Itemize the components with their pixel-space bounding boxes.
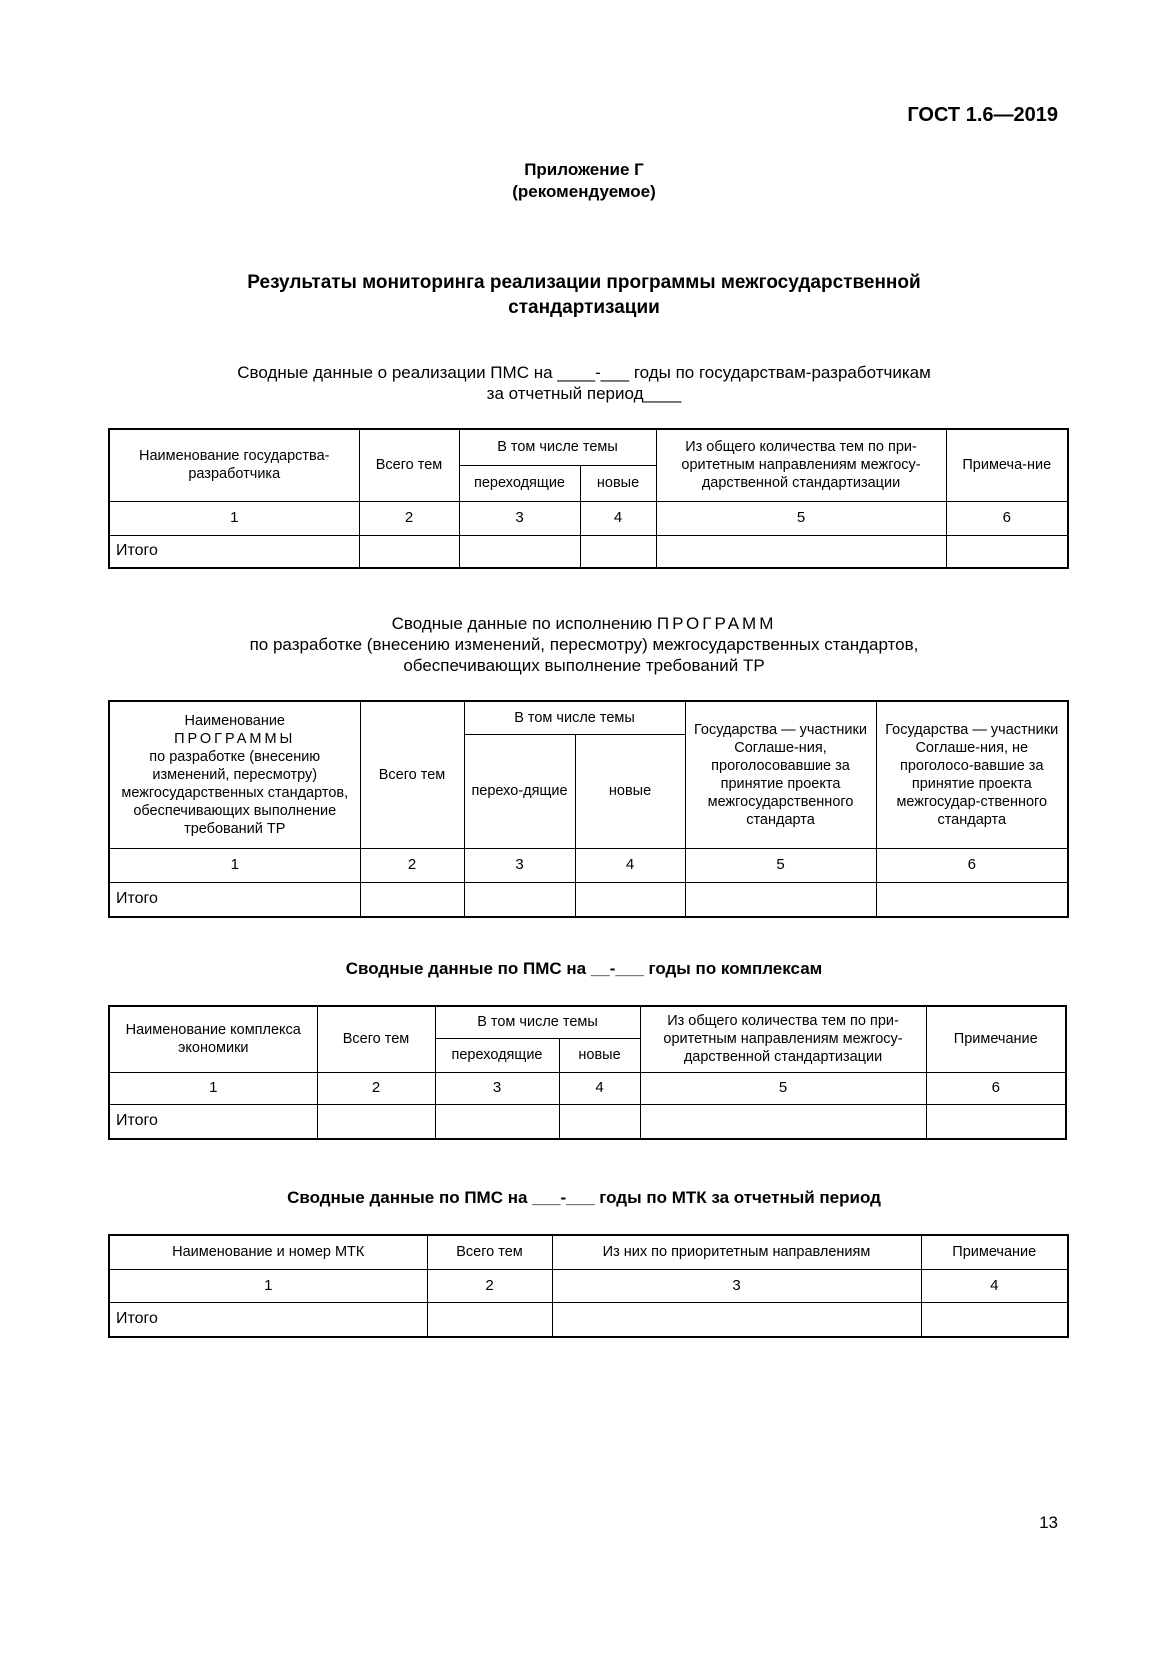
column-number: 3 [459, 501, 580, 535]
col-header-total: Всего тем [317, 1006, 435, 1072]
table-cell [435, 1104, 559, 1139]
document-code: ГОСТ 1.6—2019 [907, 104, 1058, 126]
column-number: 2 [360, 848, 464, 882]
col-header-program: Наименование ПРОГРАММЫ по разработке (внесению изменений, пересмотру) межгосударственных стандартов, обеспечивающих выполнение требований ТР [109, 701, 360, 848]
col-header-not-voted: Государства — участники Соглаше-ния, не проголосо-вавшие за принятие проекта межгосудар-ственного стандарта [876, 701, 1068, 848]
total-row-label: Итого [109, 1302, 427, 1337]
column-number: 5 [640, 1072, 926, 1104]
page-number: 13 [1039, 1513, 1058, 1532]
col-header-note: Примечание [926, 1006, 1066, 1072]
table2-caption-line1: Сводные данные по исполнению [391, 614, 653, 633]
column-number: 3 [464, 848, 575, 882]
column-number: 2 [427, 1269, 552, 1302]
table2-caption-line2: по разработке (внесению изменений, пересмотру) межгосударственных стандартов, [249, 635, 919, 654]
column-number: 5 [685, 848, 876, 882]
table1-caption-line1: Сводные данные о реализации ПМС на ____-___ годы по государствам-разработчикам [237, 363, 931, 382]
col-header-transitional: переходящие [459, 465, 580, 501]
col-header-transitional: переходящие [435, 1038, 559, 1072]
main-title [0, 270, 1168, 320]
column-number: 1 [109, 501, 359, 535]
col-header-complex: Наименование комплекса экономики [109, 1006, 317, 1072]
table-cell [876, 882, 1068, 917]
table-cell [317, 1104, 435, 1139]
table1-caption [0, 362, 1168, 404]
col-header-voted: Государства — участники Соглаше-ния, проголосовавшие за принятие проекта межгосударственного стандарта [685, 701, 876, 848]
column-number: 6 [946, 501, 1068, 535]
col-header-including: В том числе темы [459, 429, 656, 465]
table1 [108, 428, 1069, 569]
column-number: 2 [359, 501, 459, 535]
col-header-new: новые [580, 465, 656, 501]
col-header-total: Всего тем [427, 1235, 552, 1269]
total-row-label: Итого [109, 882, 360, 917]
table-cell [580, 535, 656, 568]
appendix-heading [0, 159, 1168, 203]
table2-caption-programs: ПРОГРАММ [656, 614, 777, 633]
table4 [108, 1234, 1069, 1338]
table-cell [575, 882, 685, 917]
main-title-line1: Результаты мониторинга реализации программы межгосударственной [247, 272, 921, 293]
column-number: 6 [876, 848, 1068, 882]
table3-caption: Сводные данные по ПМС на __-___ годы по комплексам [345, 959, 823, 978]
col-header-priority: Из них по приоритетным направлениям [552, 1235, 921, 1269]
col-header-including: В том числе темы [435, 1006, 640, 1038]
column-number: 4 [559, 1072, 640, 1104]
appendix-subtitle: (рекомендуемое) [512, 182, 656, 201]
table-cell [640, 1104, 926, 1139]
table-cell [459, 535, 580, 568]
table-cell [926, 1104, 1066, 1139]
column-number: 5 [656, 501, 946, 535]
total-row-label: Итого [109, 535, 359, 568]
col-header-priority: Из общего количества тем по при-оритетным направлениям межгосу-дарственной стандартизации [656, 429, 946, 501]
appendix-title: Приложение Г [524, 160, 644, 179]
table-cell [946, 535, 1068, 568]
table3 [108, 1005, 1067, 1140]
total-row-label: Итого [109, 1104, 317, 1139]
table2 [108, 700, 1069, 918]
table-cell [559, 1104, 640, 1139]
column-number: 4 [921, 1269, 1068, 1302]
col-header-new: новые [559, 1038, 640, 1072]
column-number: 4 [580, 501, 656, 535]
table2-caption [0, 613, 1168, 676]
table-cell [427, 1302, 552, 1337]
col-header-transitional: перехо-дящие [464, 734, 575, 848]
table-cell [552, 1302, 921, 1337]
column-number: 2 [317, 1072, 435, 1104]
col-header-mtk: Наименование и номер МТК [109, 1235, 427, 1269]
col-header-total: Всего тем [360, 701, 464, 848]
col-header-new: новые [575, 734, 685, 848]
table4-caption: Сводные данные по ПМС на ___-___ годы по МТК за отчетный период [287, 1188, 881, 1207]
table-cell [656, 535, 946, 568]
column-number: 4 [575, 848, 685, 882]
col-header-total: Всего тем [359, 429, 459, 501]
column-number: 3 [552, 1269, 921, 1302]
table-cell [360, 882, 464, 917]
column-number: 3 [435, 1072, 559, 1104]
col-header-including: В том числе темы [464, 701, 685, 734]
col-header-note: Примеча-ние [946, 429, 1068, 501]
table-cell [359, 535, 459, 568]
col-header-note: Примечание [921, 1235, 1068, 1269]
column-number: 1 [109, 1072, 317, 1104]
col-header-state: Наименование государства-разработчика [109, 429, 359, 501]
main-title-line2: стандартизации [508, 297, 660, 318]
table1-caption-line2: за отчетный период____ [486, 384, 682, 403]
column-number: 1 [109, 1269, 427, 1302]
table-cell [685, 882, 876, 917]
table2-caption-line3: обеспечивающих выполнение требований ТР [403, 656, 765, 675]
column-number: 1 [109, 848, 360, 882]
table-cell [921, 1302, 1068, 1337]
column-number: 6 [926, 1072, 1066, 1104]
col-header-priority: Из общего количества тем по при-оритетным направлениям межгосу-дарственной стандартизации [640, 1006, 926, 1072]
table-cell [464, 882, 575, 917]
